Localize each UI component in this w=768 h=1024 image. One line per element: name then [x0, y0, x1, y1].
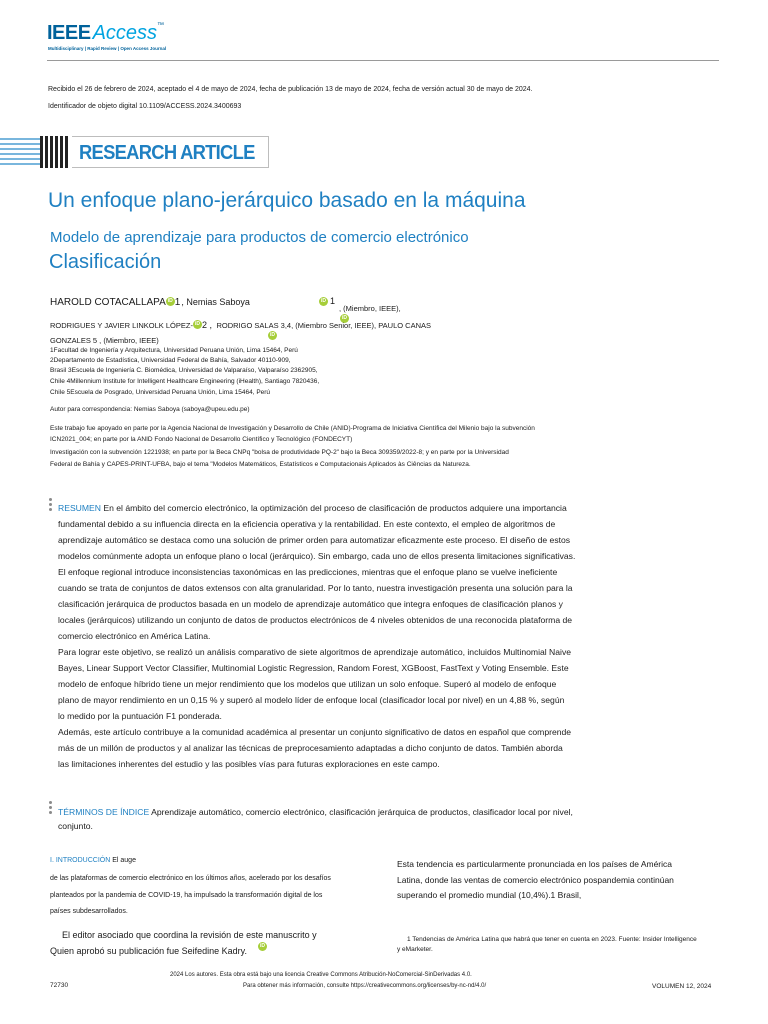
author-line2-sup: 2 [201, 320, 207, 330]
title-line-2: Modelo de aprendizaje para productos de comercio electrónico [50, 229, 469, 246]
right-col-line: Latina, donde las ventas de comercio electrónico pospandemia continúan [397, 875, 674, 885]
authors-line-3: GONZALES 5 , (Miembro, IEEE) [50, 336, 159, 345]
intro-line: países subdesarrollados. [50, 908, 128, 915]
author-1: HAROLD COTACALLAPA [50, 297, 166, 308]
funding-line: Investigación con la subvención 1221938; en parte por la Beca CNPq "bolsa de produtividade PQ-2" bajo la Beca 309359/2022-8; y en parte por la Universidad [50, 449, 509, 456]
author-2-role: , (Miembro, IEEE), [339, 304, 401, 313]
index-terms: TÉRMINOS DE ÍNDICE Aprendizaje automático, comercio electrónico, clasificación jerárquica de productos, clasificador local por nivel, conjunto. [58, 807, 573, 831]
funding-line: Federal de Bahía y CAPES-PRINT-UFBA, bajo el tema "Modelos Matemáticos, Estatísticos e Computacionais Aplicados às Ciências da Natureza. [50, 461, 471, 468]
orcid-icon[interactable]: iD [167, 298, 173, 304]
editor-note-1: El editor asociado que coordina la revisión de este manuscrito y [62, 930, 317, 940]
right-col-line: Esta tendencia es particularmente pronunciada en los países de América [397, 859, 672, 869]
index-terms-marker [49, 801, 53, 816]
footnote-1: 1 Tendencias de América Latina que habrá que tener en cuenta en 2023. Fuente: Insider Intelligence [407, 936, 697, 943]
banner-stripes [0, 135, 70, 169]
editor-note-2: Quien aprobó su publicación fue Seifedine Kadry. [50, 946, 247, 956]
logo-ieee: IEEE [47, 22, 91, 44]
title-line-3: Clasificación [49, 251, 162, 273]
index-terms-label: TÉRMINOS DE ÍNDICE [58, 807, 150, 817]
license-line-2[interactable]: Para obtener más información, consulte https://creativecommons.org/licenses/by-nc-nd/4.0/ [243, 983, 487, 989]
orcid-icon[interactable]: iD [194, 321, 200, 327]
volume: VOLUMEN 12, 2024 [652, 983, 712, 990]
abstract-marker [49, 498, 53, 513]
authors-line-2: RODRIGUES Y JAVIER LINKOLK LÓPEZ- iD 2 , RODRIGO SALAS 3,4, (Miembro Senior, IEEE), PAULO CANAS [50, 320, 432, 330]
research-article-banner [0, 135, 270, 169]
intro-heading: I. INTRODUCCIÓN [50, 857, 111, 864]
author-2: , Nemias Saboya [181, 297, 250, 307]
header-rule [47, 60, 719, 61]
affiliation: Chile 5Escuela de Posgrado, Universidad Peruana Unión, Lima 15464, Perú [50, 389, 271, 396]
page-number: 72730 [50, 982, 69, 989]
correspondence: Autor para correspondencia: Nemias Saboya (saboya@upeu.edu.pe) [50, 406, 250, 413]
title-line-1: Un enfoque plano-jerárquico basado en la máquina [48, 189, 526, 212]
right-col-line: superando el promedio mundial (10,4%).1 Brasil, [397, 890, 582, 900]
license-line-1: 2024 Los autores. Esta obra está bajo una licencia Creative Commons Atribución-NoComercial-SinDerivadas 4.0. [170, 972, 472, 978]
intro-line: planteados por la pandemia de COVID-19, ha impulsado la transformación digital de los [50, 892, 323, 899]
affiliation: 1Facultad de Ingeniería y Arquitectura, Universidad Peruana Unión, Lima 15464, Perú [50, 347, 298, 354]
orcid-icon[interactable]: iD [260, 943, 265, 949]
intro-first-line: I. INTRODUCCIÓN El auge [50, 857, 136, 864]
intro-line: de las plataformas de comercio electrónico en los últimos años, acelerado por los desafíos [50, 875, 331, 882]
banner-box [72, 136, 269, 168]
orcid-icon[interactable]: iD [270, 332, 275, 338]
author-1-sup: 1 [174, 297, 181, 308]
logo-tagline: Multidisciplinary | Rapid Review | Open Access Journal [48, 46, 167, 51]
authors-line-2b: RODRIGO SALAS 3,4, (Miembro Senior, IEEE), PAULO CANAS [216, 321, 432, 330]
orcid-icon[interactable]: iD [342, 315, 347, 321]
affiliation: Brasil 3Escuela de Ingeniería C. Biomédica, Universidad de Valparaíso, Valparaíso 2362905, [50, 367, 318, 374]
logo-access: Access [92, 22, 158, 44]
authors-line-1 [50, 297, 250, 308]
affiliation: 2Departamento de Estadística, Universidad Federal de Bahía, Salvador 40110-909, [50, 357, 291, 364]
author-2-sup: 1 [330, 296, 336, 306]
abstract-label: RESUMEN [58, 503, 101, 513]
banner-label: RESEARCH ARTICLE [79, 142, 255, 164]
affiliation: Chile 4Millennium Institute for Intelligent Healthcare Engineering (iHealth), Santiago 7820436, [50, 378, 320, 385]
orcid-icon[interactable]: iD [321, 298, 326, 304]
ieee-access-logo: IEEE Access™ [47, 22, 165, 44]
doi: Identificador de objeto digital 10.1109/ACCESS.2024.3400693 [48, 103, 242, 110]
publication-dates: Recibido el 26 de febrero de 2024, aceptado el 4 de mayo de 2024, fecha de publicación 13 de mayo de 2024, fecha de versión actual 30 de mayo de 2024. [48, 86, 533, 93]
footnote-1-cont: y eMarketer. [397, 946, 433, 953]
funding-line: ICN2021_004; en parte por la ANID Fondo Nacional de Desarrollo Científico y Tecnológico (FONDECYT) [50, 436, 353, 443]
funding-line: Este trabajo fue apoyado en parte por la Agencia Nacional de Investigación y Desarrollo de Chile (ANID)-Programa de Iniciativa Científica del Milenio bajo la subvención [50, 425, 535, 432]
abstract: RESUMEN En el ámbito del comercio electrónico, la optimización del proceso de clasificación de productos adquiere una importancia fundamental debido a su influencia directa en la eficiencia operativa y la rentabilidad. En este contexto, el empleo de algoritmos de aprendizaje automático se destaca como una solución de primer orden para automatizar eficazmente este proceso. El diseño de estos modelos comúnmente adopta un enfoque plano o local (jerárquico). Sin embargo, cada uno de ellos presenta limitaciones significativas. El enfoque regional introduce inconsistencias taxonómicas en las predicciones, mientras que el enfoque plano se vuelve ineficiente cuando se trata de conjuntos de datos extensos con alta granularidad. Por lo tanto, nuestra investigación presenta una solución para la clasificación jerárquica de productos basada en un modelo de aprendizaje automático que integra enfoques de clasificación planos y locales (jerárquicos) utilizando un conjunto de datos de productos electrónicos de 4 niveles obtenidos de una reconocida plataforma de comercio electrónico en América Latina. Para lograr este objetivo, se realizó un análisis comparativo de siete algoritmos de aprendizaje automático, incluidos Multinomial Naive Bayes, Linear Support Vector Classifier, Multinomial Logistic Regression, Random Forest, XGBoost, FastText y Voting Ensemble. Este modelo de enfoque híbrido tiene un mejor rendimiento que los modelos que utilizan un solo enfoque. Superó al modelo de enfoque plano de mayor rendimiento en un 0,15 % y superó al modelo líder de enfoque local (clasificador local por nivel) en un 4,88 %, según lo medido por la puntuación F1 ponderada. Además, este artículo contribuye a la comunidad académica al presentar un conjunto significativo de datos en español que comprende más de un millón de productos y al analizar las técnicas de preprocesamiento adaptadas a dicho conjunto de datos. También aborda las limitaciones inherentes del estudio y las posibles vías para futuras exploraciones en este campo. [58, 503, 576, 769]
